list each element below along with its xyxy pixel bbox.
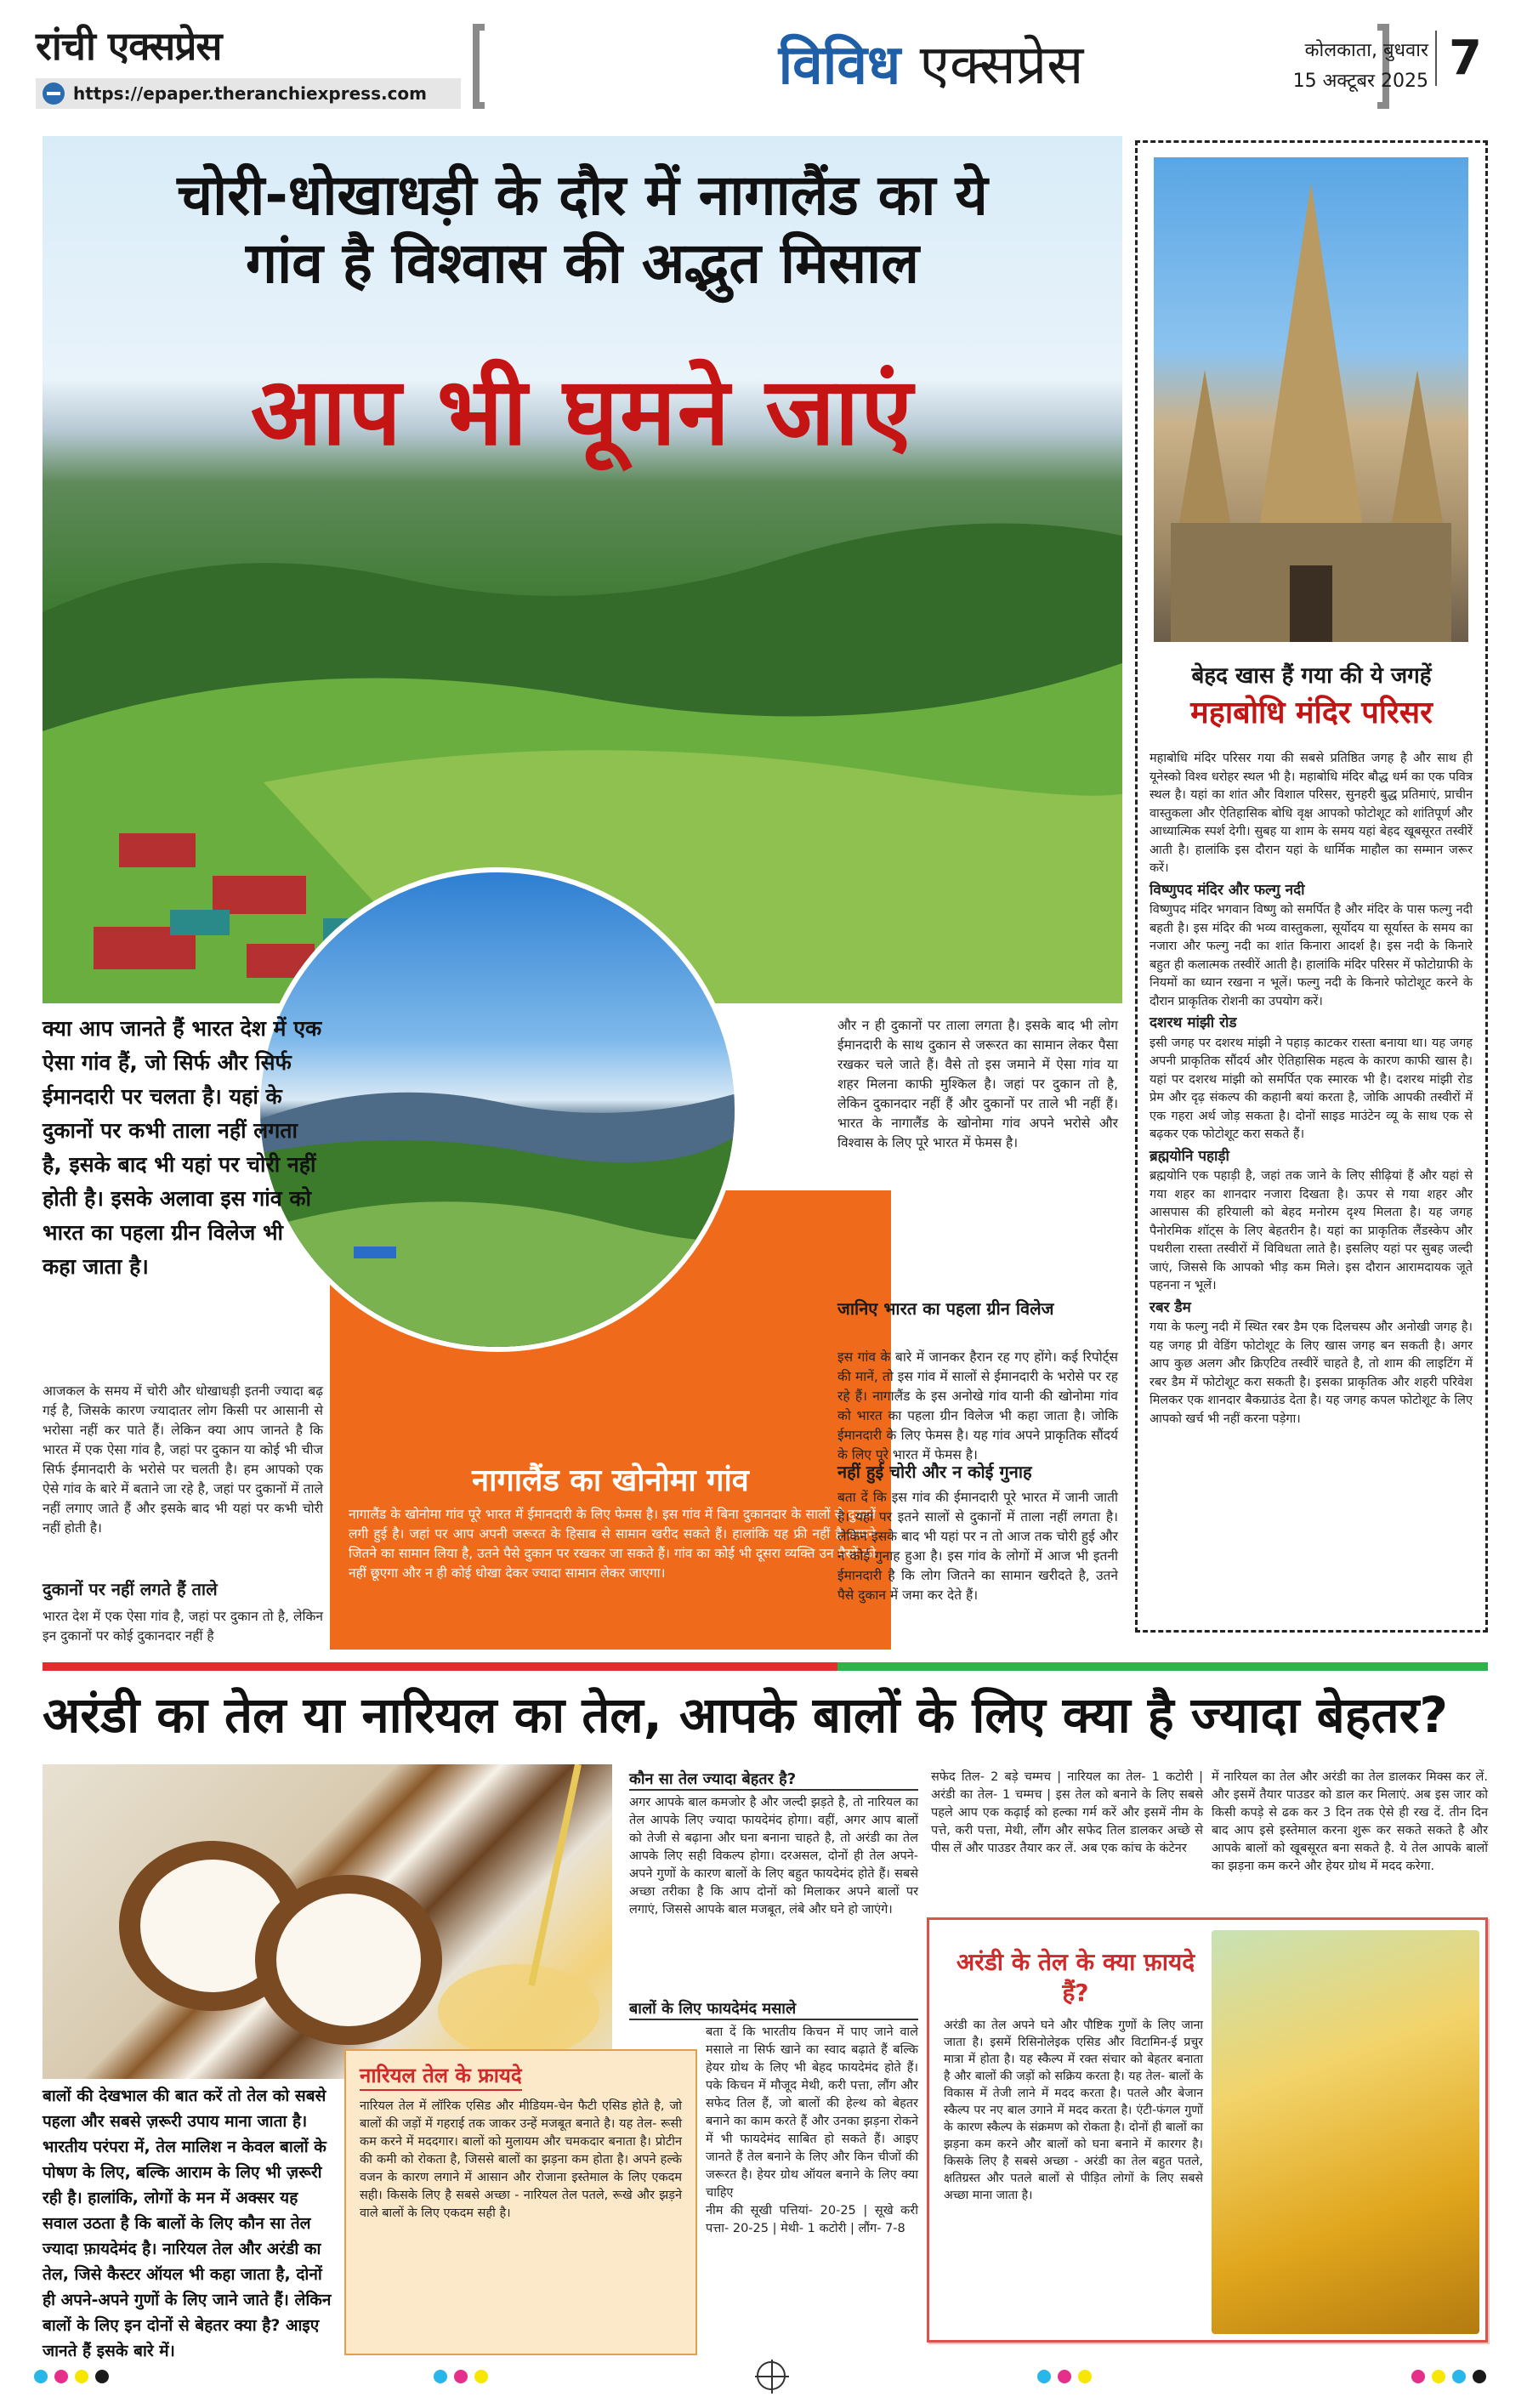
- color-dot: [454, 2370, 468, 2383]
- main-headline-line1: चोरी-धोखाधड़ी के दौर में नागालैंड का ये: [177, 162, 988, 228]
- newspaper-logo: रांची एक्सप्रेस: [36, 23, 222, 69]
- which-oil-body: अगर आपके बाल कमजोर है और जल्दी झड़ते है, तो नारियल का तेल आपके लिए ज्यादा फायदेमंद होगा। वहीं, अगर आप बालों को तेजी से बढ़ाना और घना बनाना चाहते है, तो अरंडी का तेल आपके लिए सही विकल्प होगा। दरअसल, दोनों ही तेल अपने-अपने गुणों के कारण बालों के लिए बहुत फायदेमंद होते हैं। सबसे अच्छा तरीका है कि आप दोनों को मिलाकर अपने बालों पर लगाएं, जिससे आपके बाल मजबूत, लंबे और घने हो जाएंगे।: [629, 1796, 918, 1917]
- registration-crosshair-icon: [757, 2361, 786, 2390]
- right-column-body-2: इस गांव के बारे में जानकर हैरान रह गए होंगे। कई रिपोर्ट्स की मानें, तो इस गांव में सालों से ईमानदारी के भरोसे पर रह रहे हैं। नागालैंड के इस अनोखे गांव यानी की खोनोमा गांव को भारत का पहला ग्रीन विलेज भी कहा जाता है। जोकि ईमानदारी के लिए फेमस है। यह गांव अपने प्राकृतिक सौंदर्य के लिए पूरे भारत में फेमस है।: [837, 1349, 1118, 1462]
- color-dot: [474, 2370, 488, 2383]
- spices-paragraph: बता दें कि भारतीय किचन में पाए जाने वाले मसाले ना सिर्फ खाने का स्वाद बढ़ाते हैं बल्कि हेयर ग्रोथ के लिए भी बेहद फायदेमंद होते हैं। पके किचन में मौजूद मेथी, करी पत्ता, लौंग और सफेद तिल हैं, जो बालों की हेल्थ को बेहतर बनाने का काम करते हैं और उनका झड़ना रोकने में भी फायदेमंद साबित हो सकते हैं। आइए जानते हैं तेल बनाने के लिए और किन चीजों की जरूरत है। हेयर ग्रोथ ऑयल बनाने के लिए क्या चाहिए: [706, 2025, 918, 2200]
- temple-illustration: [1154, 157, 1468, 642]
- color-dot: [434, 2370, 447, 2383]
- color-dot: [95, 2370, 109, 2383]
- coconut-benefits-body: नारियल तेल में लॉरिक एसिड और मीडियम-चेन फैटी एसिड होते है, जो बालों की जड़ों में गहराई तक जाकर उन्हें मजबूत बनाते है। यह तेल- रूसी कम करने में मददगार। बालों को मुलायम और चमकदार बनाता है। प्रोटीन की कमी को रोकता है, जिससे बालों का झड़ना कम होता है। अपने हल्के वजन के कारण लगाने में आसान और रोजाना इस्तेमाल के लिए एकदम सही। किसके लिए है सबसे अच्छा - नारियल तेल पतले, रूखे और झड़ने वाले बालों के लिए एकदम सही है।: [360, 2099, 682, 2220]
- khonoma-circle-photo: [255, 867, 740, 1352]
- spices-list: नीम की सूखी पत्तियां- 20-25 | सूखे करी पत्ता- 20-25 | मेथी- 1 कटोरी | लौंग- 7-8: [706, 2204, 918, 2235]
- sidebar-body: [1150, 750, 1473, 1428]
- sidebar-title: महाबोधि मंदिर परिसर: [1190, 696, 1433, 730]
- color-dot: [1452, 2370, 1466, 2383]
- color-dot: [54, 2370, 68, 2383]
- color-dot: [75, 2370, 88, 2383]
- right-column-subhead-2: नहीं हुई चोरी और न कोई गुनाह: [837, 1462, 1032, 1482]
- coconut-oil-photo: [43, 1764, 612, 2079]
- city-day: कोलकाता, बुधवार: [1304, 40, 1428, 61]
- recipe-column-1: सफेद तिल- 2 बड़े चम्मच | नारियल का तेल- 1 कटोरी | अरंडी का तेल- 1 चम्मच | इस तेल को बनाने के लिए सबसे पहले आप एक कढ़ाई को हल्का गर्म करें और इसमें नीम के पत्ते, करी पत्ता, मेथी, लौंग और सफेद तिल डालकर अच्छे से पीस लें और पाउडर तैयार कर लें. अब एक कांच के कंटेनर: [931, 1770, 1203, 1855]
- castor-benefits-title: अरंडी के तेल के क्या फ़ायदे हैं?: [956, 1948, 1195, 2007]
- issue-date: 15 अक्टूबर 2025: [1292, 71, 1428, 92]
- spices-body: [706, 2024, 918, 2238]
- sidebar-para-5: गया के फल्गु नदी में स्थित रबर डैम एक दिलचस्प और अनोखी जगह है। यह जगह प्री वेडिंग फोटोशूट के लिए खास जगह बन सकती है। अगर आप कुछ अलग और क्रिएटिव तस्वीरें चाहते है, तो शाम की लाइटिंग में रबर डैम में फोटोशूट करा सकती है। इसका प्राकृतिक और शहरी परिवेश मिलकर एक शानदार बैकग्राउंड देता है। यह जगह कपल फोटोशूट के लिए आपको खर्च भी नहीं करना पड़ेगा।: [1150, 1320, 1473, 1426]
- right-column-subhead-1: जानिए भारत का पहला ग्रीन विलेज: [837, 1298, 1054, 1319]
- recipe-column-2: में नारियल का तेल और अरंडी का तेल डालकर मिक्स कर लें. और इसमें तैयार पाउडर को डाल कर मिलाएं. अब इस जार को किसी कपड़े से ढक कर 3 दिन तक ऐसे ही रख दें. तीन दिन बाद आप इसे इस्तेमाल करना शुरू कर सकते सकते है और आपके बालों को खूबसूरत बना सकते है. ये तेल आपके बालों का झड़ना कम करने और हेयर ग्रोथ में मदद करेगा.: [1212, 1770, 1488, 1873]
- khonoma-title: नागालैंड का खोनोमा गांव: [472, 1463, 749, 1498]
- sidebar-para-1: महाबोधि मंदिर परिसर गया की सबसे प्रतिष्ठित जगह है और साथ ही यूनेस्को विश्व धरोहर स्थल भी है। महाबोधि मंदिर बौद्ध धर्म का एक पवित्र स्थल है। यहां का शांत और विशाल परिसर, सुनहरी बुद्ध प्रतिमाएं, प्राचीन वास्तुकला और ऐतिहासिक बोधि वृक्ष आपको फोटोशूट को शांतिपूर्ण और आध्यात्मिक स्पर्श देगी। सुबह या शाम के समय यहां बेहद खूबसूरत तस्वीरें आती है। हालांकि इस दौरान यहां के धार्मिक माहौल का सम्मान जरूर करें।: [1150, 752, 1473, 875]
- color-dot: [1411, 2370, 1425, 2383]
- mahabodhi-temple-photo: [1154, 157, 1468, 642]
- castor-benefits-body: अरंडी का तेल अपने घने और पौष्टिक गुणों के लिए जाना जाता है। इसमें रिसिनोलेइक एसिड और विटामिन-ई प्रचुर मात्रा में होता है। यह स्कैल्प में रक्त संचार को बेहतर बनाता है और बालों की जड़ों को सक्रिय करता है। यह तेल- बालों के विकास में तेजी लाने में मदद करता है। पतले और बेजान स्कैल्प पर नए बाल उगाने में मदद करता है। एंटी-फंगल गुणों के कारण स्कैल्प के संक्रमण को रोकता है। दोनों ही बालों का झड़ना कम करने और बालों को घना बनाने में कारगर है। किसके लिए है सबसे अच्छा - अरंडी का तेल बहुत पतले, क्षतिग्रस्त और पतले बालों से पीड़ित लोगों के लिए सबसे अच्छा माना जाता है।: [944, 2019, 1203, 2202]
- sidebar-subhead-2: विष्णुपद मंदिर और फल्गु नदी: [1150, 881, 1305, 899]
- sidebar-para-3: इसी जगह पर दशरथ मांझी ने पहाड़ काटकर रास्ता बनाया था। यह जगह अपनी प्राकृतिक सौंदर्य और ऐतिहासिक महत्व के कारण काफी खास है। यहां पर दशरथ मांझी को समर्पित एक स्मारक भी है। दशरथ मांझी रोड प्रेम और दृढ़ संकल्प की कहानी बयां करता है, जोकि आपकी तस्वीरों में एक गहरा अर्थ जोड़ सकता है। दोनों साइड माउंटेन व्यू के साथ एक से बढ़कर एक फोटोशूट करा सकते हैं।: [1150, 1036, 1473, 1141]
- story2-lead: बालों की देखभाल की बात करें तो तेल को सबसे पहला और सबसे ज़रूरी उपाय माना जाता है। भारतीय परंपरा में, तेल मालिश न केवल बालों के पोषण के लिए, बल्कि आराम के लिए भी ज़रूरी रही है। हालांकि, लोगों के मन में अक्सर यह सवाल उठता है कि बालों के लिए कौन सा तेल ज्यादा फ़ायदेमंद है। नारियल तेल और अरंडी का तेल, जिसे कैस्टर ऑयल भी कहा जाता है, दोनों ही अपने-अपने गुणों के लिए जाने जाते हैं। लेकिन बालों के लिए इन दोनों से बेहतर क्या है? आइए जानते हैं इसके बारे में।: [43, 2087, 332, 2360]
- color-dot: [1078, 2370, 1092, 2383]
- main-headline: [43, 162, 1122, 298]
- epaper-url[interactable]: https://epaper.theranchiexpress.com: [73, 83, 428, 104]
- main-subhead: आप भी घूमने जाएं: [250, 357, 915, 466]
- intro-subhead: दुकानों पर नहीं लगते हैं ताले: [43, 1579, 218, 1599]
- coconut-benefits-box: [344, 2049, 697, 2355]
- coconut-benefits-title: नारियल तेल के फ्रायदे: [360, 2061, 522, 2091]
- intro-body-2: भारत देश में एक ऐसा गांव है, जहां पर दुकान तो है, लेकिन इन दुकानों पर कोई दुकानदार नहीं है: [43, 1609, 323, 1644]
- right-column-body-3: बता दें कि इस गांव की ईमानदारी पूरे भारत में जानी जाती है। यहां पर इतने सालों से दुकानों में ताला नहीं लगता है। लेकिन इसके बाद भी यहां पर न तो आज तक चोरी हुई और न कोई गुनाह हुआ है। इस गांव के लोगों में आज भी इतनी ईमानदारी है कि लोग जितने का सामान खरीदते है, उतने पैसे दुकान में जमा कर देते हैं।: [837, 1490, 1118, 1603]
- section-title-part2: एक्सप्रेस: [919, 34, 1084, 97]
- sidebar-subhead-3: दशरथ मांझी रोड: [1150, 1014, 1237, 1031]
- castor-oil-photo: [1212, 1930, 1479, 2334]
- khonoma-body: नागालैंड के खोनोमा गांव पूरे भारत में ईमानदारी के लिए फेमस है। इस गांव में बिना दुकानदार के सालों से दुकानें लगी हुई है। जहां पर आप अपनी जरूरत के हिसाब से सामान खरीद सकते हैं। हालांकि यह फ्री नहीं है आपने जितने का सामान लिया है, उतने पैसे दुकान पर रखकर जा सकते हैं। गांव का कोई भी दूसरा व्यक्ति उन पैसों को नहीं छूएगा और न ही कोई धोखा देकर ज्यादा सामान लेकर जाएगा।: [349, 1507, 876, 1581]
- sidebar-subhead-4: ब्रह्मयोनि पहाड़ी: [1150, 1147, 1229, 1165]
- color-dot: [34, 2370, 48, 2383]
- coconut-illustration: [43, 1764, 612, 2079]
- section-title: [493, 26, 1369, 99]
- header-bracket-left: [473, 24, 485, 109]
- print-registration-footer: [34, 2360, 1493, 2394]
- masthead: [36, 19, 461, 112]
- section-title-part1: विविध: [778, 34, 901, 97]
- main-headline-line2: गांव है विश्वास की अद्भुत मिसाल: [245, 230, 920, 296]
- section-separator: [43, 1662, 1488, 1671]
- sidebar-para-2: विष्णुपद मंदिर भगवान विष्णु को समर्पित है और मंदिर के पास फल्गु नदी बहती है। इस मंदिर की भव्य वास्तुकला, सूर्योदय या सूर्यास्त के समय का नजारा और फल्गु नदी का शांत किनारा आदर्श है। इस नदी के किनारे बहुत ही कलात्मक तस्वीरें आती है। हालांकि मंदिर परिसर में फोटोग्राफी के नियमों का ध्यान रखना न भूलें। फल्गु नदी के किनारे फोटोशूट करने के दौरान प्राकृतिक रोशनी का उपयोग करें।: [1150, 903, 1473, 1008]
- sidebar-para-4: ब्रह्मयोनि एक पहाड़ी है, जहां तक जाने के लिए सीढ़ियां हैं और यहां से गया शहर का शानदार नजारा दिखता है। ऊपर से गया शहर और आसपास की हरियाली को बेहद मनोरम दृश्य मिलता है। यह जगह पैनोरमिक शॉट्स के लिए बेहतरीन है। यहां का प्राकृतिक लैंडस्केप और पथरीला रास्ता तस्वीरों में विविधता लाते है। इसलिए यहां पर सुबह जल्दी जाएं, जिससे कि आपको भीड़ कम मिले। इस दौरान आरामदायक जूते पहनना न भूलें।: [1150, 1169, 1473, 1292]
- color-dot: [1037, 2370, 1051, 2383]
- which-oil-subhead: कौन सा तेल ज्यादा बेहतर है?: [629, 1769, 918, 1791]
- epaper-url-bar[interactable]: [36, 78, 461, 109]
- color-dot: [1432, 2370, 1445, 2383]
- page-number: 7: [1435, 31, 1495, 86]
- right-column-body-1: और न ही दुकानों पर ताला लगता है। इसके बाद भी लोग ईमानदारी के साथ दुकान से जरूरत का सामान लेकर पैसा रखकर चले जाते हैं। वैसे तो इस जमाने में ऐसा गांव या शहर मिलना काफी मुश्किल है। जहां पर दुकान तो है, लेकिन दुकानदार नहीं हैं और दुकानों पर ताले भी नहीं हैं। भारत के नागालैंड के खोनोमा गांव अपने भरोसे और विश्वास के लिए पूरे भारत में फेमस है।: [837, 1018, 1118, 1150]
- color-dot: [1473, 2370, 1486, 2383]
- intro-body: आजकल के समय में चोरी और धोखाधड़ी इतनी ज्यादा बढ़ गई है, जिसके कारण ज्यादातर लोग किसी पर आसानी से भरोसा नहीं कर पाते हैं। लेकिन क्या आप जानते है कि भारत में एक ऐसा गांव है, जहां पर दुकान या कोई भी चीज सिर्फ ईमानदारी के भरोसे पर चलती है। हम आपको एक ऐसे गांव के बारे में बताने जा रहे है, जहां पर दुकानों में ताले नहीं लगाए जाते हैं और इसके बाद भी यहां पर कभी चोरी नहीं होती है।: [43, 1383, 323, 1536]
- spices-subhead: बालों के लिए फायदेमंद मसाले: [629, 1998, 918, 2020]
- sidebar-subhead-5: रबर डैम: [1150, 1298, 1191, 1316]
- dateline: [1284, 36, 1428, 97]
- sidebar-kicker: बेहद खास हैं गया की ये जगहें: [1191, 663, 1432, 689]
- hills-illustration: [260, 872, 736, 1349]
- color-dot: [1058, 2370, 1071, 2383]
- globe-icon: [43, 82, 65, 105]
- intro-lead: क्या आप जानते हैं भारत देश में एक ऐसा गांव हैं, जो सिर्फ और सिर्फ ईमानदारी पर चलता है। यहां के दुकानों पर कभी ताला नहीं लगता है, इसके बाद भी यहां पर चोरी नहीं होती है। इसके अलावा इस गांव को भारत का पहला ग्रीन विलेज भी कहा जाता है।: [43, 1016, 322, 1279]
- story2-headline: अरंडी का तेल या नारियल का तेल, आपके बालों के लिए क्या है ज्यादा बेहतर?: [43, 1686, 1449, 1744]
